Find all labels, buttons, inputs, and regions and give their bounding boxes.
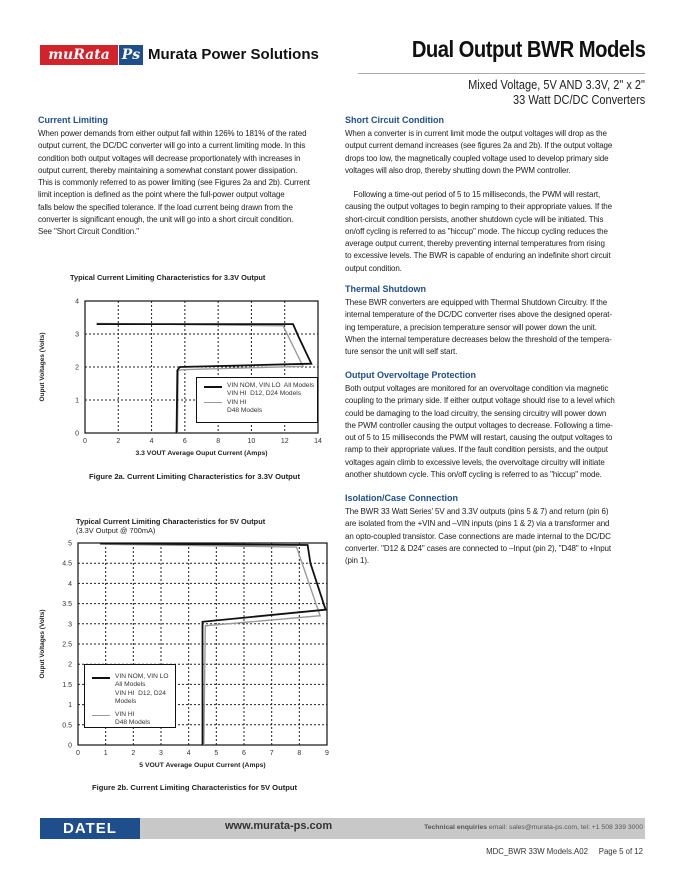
x-tick-label: 3 [159, 750, 163, 757]
y-tick-label: 5 [68, 540, 72, 548]
current-limiting-text: When power demands from either output fall within 126% to 181% of the rated output current, the DC/DC converter will go into a current limiting mode. In this condition both output voltages will decrease proportionately with increases in output current, thereby maintaining a somewhat constant power dissipation. This is commonly referred to as power limiting (see Figures 2a and 2b). Current limit inception is defined as the point where the full-power output voltage falls below the specified tolerance. If the load current being drawn from the converter is significant enough, the unit will go into a short circuit condition. See "Short Circuit Condition." [38, 128, 310, 236]
y-tick-label: 2 [68, 661, 72, 669]
ps-logo: Ps [119, 45, 143, 65]
x-tick-label: 5 [214, 750, 219, 757]
legend-label-1: VIN NOM, VIN LO All Models VIN HI D12, D24 Models [227, 382, 315, 398]
short-circuit-text-2: Following a time-out period of 5 to 15 milliseconds, the PWM will restart, causing the output voltages to begin ramping to their appropriate values. If the short-circuit condition persists, another shutdown cycle will be initiated. This on/off cycling is referred to as "hiccup" mode. The hiccup cycling reduces the average output current, thereby preventing internal temperatures from rising to excessive levels. The BWR is capable of enduring an indefinite short circuit output condition. [345, 189, 612, 273]
y-tick-label: 1 [75, 397, 79, 405]
x-tick-label: 8 [216, 438, 221, 445]
x-tick-label: 8 [297, 750, 302, 757]
y-tick-label: 0.5 [62, 722, 72, 730]
x-tick-label: 12 [280, 438, 289, 445]
enquiries-contact: email: sales@murata-ps.com, tel: +1 508 339 3000 [487, 824, 643, 831]
figure-2a-caption: Figure 2a. Current Limiting Characteristics for 3.3V Output [89, 472, 300, 481]
x-tick-label: 0 [83, 438, 87, 445]
legend-swatch-gray [204, 402, 222, 403]
heading-overvoltage: Output Overvoltage Protection [345, 370, 477, 380]
y-tick-label: 4 [68, 580, 72, 588]
x-tick-label: 6 [182, 438, 187, 445]
y-tick-label: 1 [68, 702, 72, 710]
legend-label-1: VIN NOM, VIN LO All Models VIN HI D12, D24 Models [115, 673, 169, 706]
header-rule [358, 73, 645, 74]
x-tick-label: 14 [314, 438, 322, 445]
legend-swatch-gray [92, 715, 110, 716]
y-tick-label: 0 [75, 430, 79, 438]
y-tick-label: 3 [75, 331, 79, 339]
x-tick-label: 1 [103, 750, 108, 757]
x-tick-label: 2 [131, 750, 136, 757]
datel-logo: DATEL [40, 818, 140, 839]
enquiries-label: Technical enquiries [424, 824, 488, 831]
chart-1-title: Typical Current Limiting Characteristics for 3.3V Output [70, 273, 266, 282]
page-title: Dual Output BWR Models [411, 36, 645, 62]
heading-isolation: Isolation/Case Connection [345, 493, 459, 503]
isolation-text: The BWR 33 Watt Series' 5V and 3.3V outputs (pins 5 & 7) and return (pin 6) are isolated from the +VIN and –VIN inputs (pins 1 & 2) via a transformer and an opto-coupled transistor. Case connections are made internal to the DC/DC converter. "D12 & D24" cases are connected to –Input (pin 2), "D48" to +Input (pin 1). [345, 506, 611, 565]
document-footer [486, 847, 643, 856]
figure-2b-caption: Figure 2b. Current Limiting Characteristics for 5V Output [92, 783, 298, 792]
x-tick-label: 7 [269, 750, 274, 757]
y-tick-label: 4 [75, 298, 79, 306]
x-tick-label: 6 [242, 750, 246, 757]
short-circuit-text-1: When a converter is in current limit mode the output voltages will drop as the output current demand increases (see figures 2a and 2b). If the output voltage drops too low, the magnetically coupled voltage used to develop primary side voltages will also drop, thereby shutting down the PWM controller. [345, 128, 613, 175]
chart-2-subtitle: (3.3V Output @ 700mA) [76, 526, 156, 535]
x-axis-label: 5 VOUT Average Ouput Current (Amps) [139, 762, 266, 769]
y-axis-label: Ouput Voltages (Volts) [39, 332, 46, 402]
chart-5v-current-limiting [30, 535, 340, 775]
thermal-shutdown-text: These BWR converters are equipped with Thermal Shutdown Circuitry. If the internal temperature of the DC/DC converter rises above the designed operat- ing temperature, a precision temperature sensor will power down the unit. When the internal temperature decreases below the threshold of the tempera- ture sensor the unit will self start. [345, 297, 612, 356]
y-tick-label: 3.5 [62, 601, 72, 609]
x-axis-label: 3.3 VOUT Average Ouput Current (Amps) [135, 450, 268, 457]
heading-short-circuit: Short Circuit Condition [345, 115, 444, 125]
x-tick-label: 9 [325, 750, 329, 757]
legend-swatch-black [92, 677, 110, 679]
chart-1-legend [196, 377, 318, 423]
heading-thermal-shutdown: Thermal Shutdown [345, 284, 426, 294]
legend-label-2: VIN HI D48 Models [227, 399, 263, 415]
y-tick-label: 4.5 [62, 560, 72, 568]
x-tick-label: 2 [116, 438, 121, 445]
chart-2-legend [84, 664, 176, 728]
legend-label-2: VIN HI D48 Models [115, 711, 151, 727]
y-axis-label: Ouput Voltages (Volts) [39, 609, 46, 679]
heading-current-limiting: Current Limiting [38, 115, 108, 125]
y-tick-label: 2.5 [62, 641, 72, 649]
subtitle-line-2: 33 Watt DC/DC Converters [512, 93, 645, 107]
website-link[interactable]: www.murata-ps.com [225, 820, 333, 832]
document-id: MDC_BWR 33W Models.A02 [486, 847, 588, 856]
subtitle-line-1: Mixed Voltage, 5V AND 3.3V, 2" x 2" [468, 78, 645, 92]
brand-name: Murata Power Solutions [148, 46, 319, 63]
overvoltage-text: Both output voltages are monitored for an overvoltage condition via magnetic coupling to the primary side. If either output voltage should rise to a level which could be damaging to the load circuitry, the sensing circuitry will power down the PWM controller causing the output voltages to decrease. Following a time- out of 5 to 15 milliseconds the PWM will restart, causing the output voltages to ramp to their appropriate values. If the fault condition persists, and the output voltages again climb to excessive levels, the overvoltage circuitry will initiate another shutdown cycle. This on/off cycling is referred to as "hiccup" mode. [345, 383, 615, 479]
legend-swatch-black [204, 386, 222, 388]
technical-enquiries [424, 824, 643, 831]
page-number: Page 5 of 12 [598, 847, 643, 856]
x-tick-label: 10 [247, 438, 256, 445]
murata-logo: muRata [40, 45, 118, 65]
x-tick-label: 0 [76, 750, 80, 757]
y-tick-label: 3 [68, 621, 72, 629]
y-tick-label: 1.5 [62, 681, 72, 689]
x-tick-label: 4 [149, 438, 154, 445]
y-tick-label: 2 [75, 364, 79, 372]
chart-2-title: Typical Current Limiting Characteristics for 5V Output [76, 517, 266, 526]
x-tick-label: 4 [186, 750, 191, 757]
y-tick-label: 0 [68, 742, 72, 750]
